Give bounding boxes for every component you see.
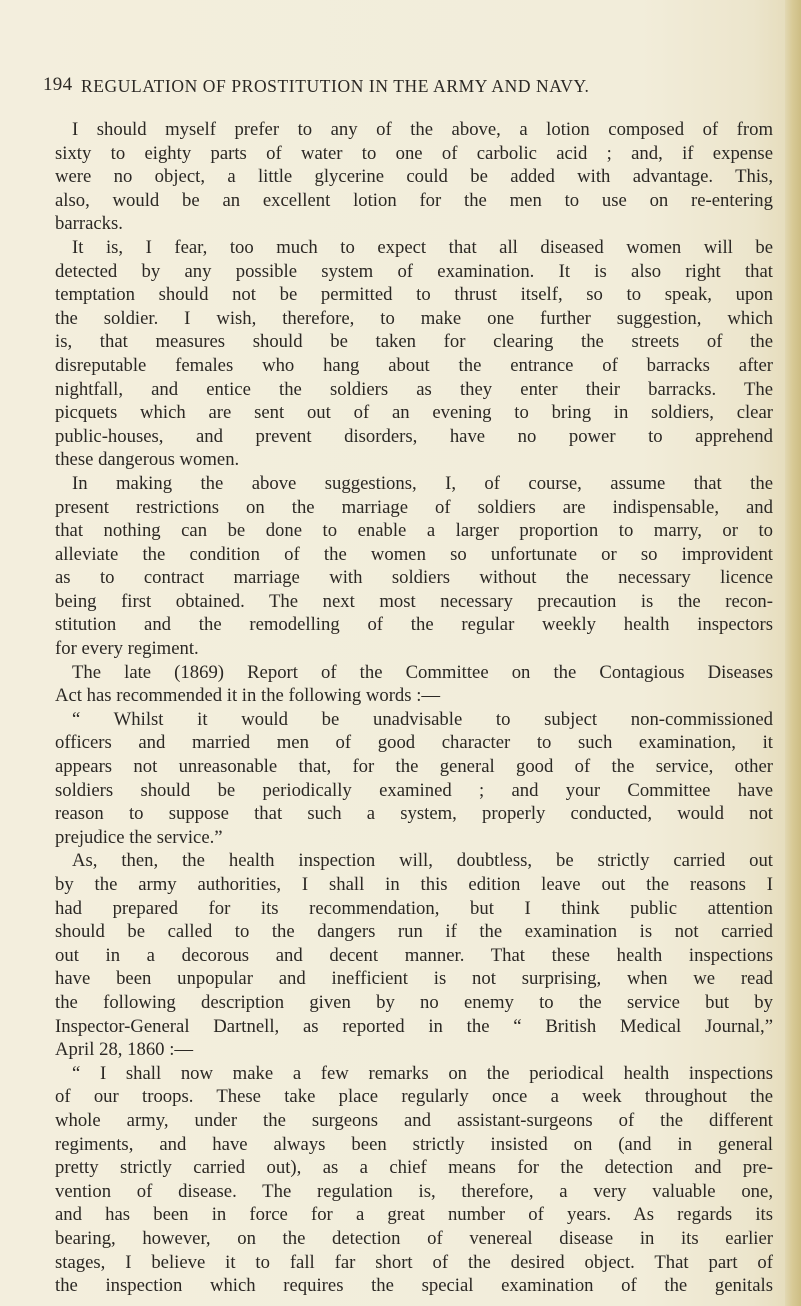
text-line: regiments, and have always been strictly insisted on (and in general bbox=[55, 1133, 773, 1155]
text-line: picquets which are sent out of an evening to bring in soldiers, clear bbox=[55, 402, 773, 424]
text-line: as to contract marriage with soldiers without the necessary licence bbox=[55, 567, 773, 589]
text-line: barracks. bbox=[55, 213, 123, 235]
text-line: detected by any possible system of examination. It is also right that bbox=[55, 260, 773, 282]
text-line: soldiers should be periodically examined ; and your Committee have bbox=[55, 779, 773, 801]
text-line: sixty to eighty parts of water to one of carbolic acid ; and, if expense bbox=[55, 142, 773, 164]
text-line: were no object, a little glycerine could be added with advantage. This, bbox=[55, 166, 773, 188]
text-line: “ I shall now make a few remarks on the periodical health inspections bbox=[72, 1062, 773, 1084]
page-edge bbox=[785, 0, 801, 1306]
text-line: alleviate the condition of the women so unfortunate or so improvident bbox=[55, 543, 773, 565]
text-line: nightfall, and entice the soldiers as they enter their barracks. The bbox=[55, 378, 773, 400]
text-line: of our troops. These take place regularly once a week throughout the bbox=[55, 1086, 773, 1108]
text-line: disreputable females who hang about the entrance of barracks after bbox=[55, 354, 773, 376]
running-head bbox=[43, 74, 763, 100]
text-line: by the army authorities, I shall in this edition leave out the reasons I bbox=[55, 874, 773, 895]
text-line: and has been in force for a great number of years. As regards its bbox=[55, 1204, 773, 1226]
text-line: had prepared for its recommendation, but I think public attention bbox=[55, 897, 773, 919]
text-line: present restrictions on the marriage of soldiers are indispensable, and bbox=[55, 496, 773, 518]
text-line: appears not unreasonable that, for the general good of the service, other bbox=[55, 756, 773, 778]
text-line: prejudice the service.” bbox=[55, 826, 223, 848]
text-line: the following description given by no enemy to the service but by bbox=[55, 991, 773, 1013]
text-line: officers and married men of good character to such examination, it bbox=[55, 732, 773, 754]
text-line: also, would be an excellent lotion for the men to use on re-entering bbox=[55, 189, 773, 211]
page-number: 194 bbox=[43, 74, 73, 95]
text-line: whole army, under the surgeons and assistant-surgeons of the different bbox=[55, 1109, 773, 1131]
text-line: As, then, the health inspection will, doubtless, be strictly carried out bbox=[72, 850, 773, 872]
text-line: bearing, however, on the detection of venereal disease in its earlier bbox=[55, 1227, 773, 1249]
text-line: should be called to the dangers run if the examination is not carried bbox=[55, 921, 773, 943]
text-line: In making the above suggestions, I, of course, assume that the bbox=[72, 472, 773, 494]
text-line: being first obtained. The next most necessary precaution is the recon- bbox=[55, 590, 773, 612]
text-line: stages, I believe it to fall far short of the desired object. That part of bbox=[55, 1251, 773, 1273]
running-head-title: REGULATION OF PROSTITUTION IN THE ARMY AND NAVY. bbox=[81, 76, 590, 96]
text-line: Act has recommended it in the following words :— bbox=[55, 685, 441, 707]
text-line: public-houses, and prevent disorders, have no power to apprehend bbox=[55, 425, 773, 447]
text-line: pretty strictly carried out), as a chief means for the detection and pre- bbox=[55, 1157, 773, 1179]
text-line: out in a decorous and decent manner. That these health inspections bbox=[55, 944, 773, 966]
text-line: the inspection which requires the special examination of the genitals bbox=[55, 1275, 773, 1297]
text-line: have been unpopular and inefficient is not surprising, when we read bbox=[55, 968, 773, 990]
text-line: that nothing can be done to enable a larger proportion to marry, or to bbox=[55, 520, 773, 542]
text-line: vention of disease. The regulation is, therefore, a very valuable one, bbox=[55, 1180, 773, 1202]
text-line: April 28, 1860 :— bbox=[55, 1039, 194, 1061]
text-line: “ Whilst it would be unadvisable to subject non-commissioned bbox=[72, 708, 773, 730]
text-line: Inspector-General Dartnell, as reported in the “ British Medical Journal,” bbox=[55, 1015, 773, 1037]
text-line: It is, I fear, too much to expect that all diseased women will be bbox=[72, 236, 773, 258]
text-line: reason to suppose that such a system, properly conducted, would not bbox=[55, 803, 773, 825]
text-line: is, that measures should be taken for clearing the streets of the bbox=[55, 331, 773, 353]
text-line: temptation should not be permitted to thrust itself, so to speak, upon bbox=[55, 284, 773, 306]
text-line: these dangerous women. bbox=[55, 449, 240, 471]
body-text bbox=[55, 118, 773, 1298]
text-line: for every regiment. bbox=[55, 638, 199, 660]
text-line: the soldier. I wish, therefore, to make one further suggestion, which bbox=[55, 307, 773, 329]
text-line: The late (1869) Report of the Committee on the Contagious Diseases bbox=[72, 661, 773, 683]
text-line: stitution and the remodelling of the regular weekly health inspectors bbox=[55, 614, 773, 636]
text-line: I should myself prefer to any of the above, a lotion composed of from bbox=[72, 119, 773, 140]
